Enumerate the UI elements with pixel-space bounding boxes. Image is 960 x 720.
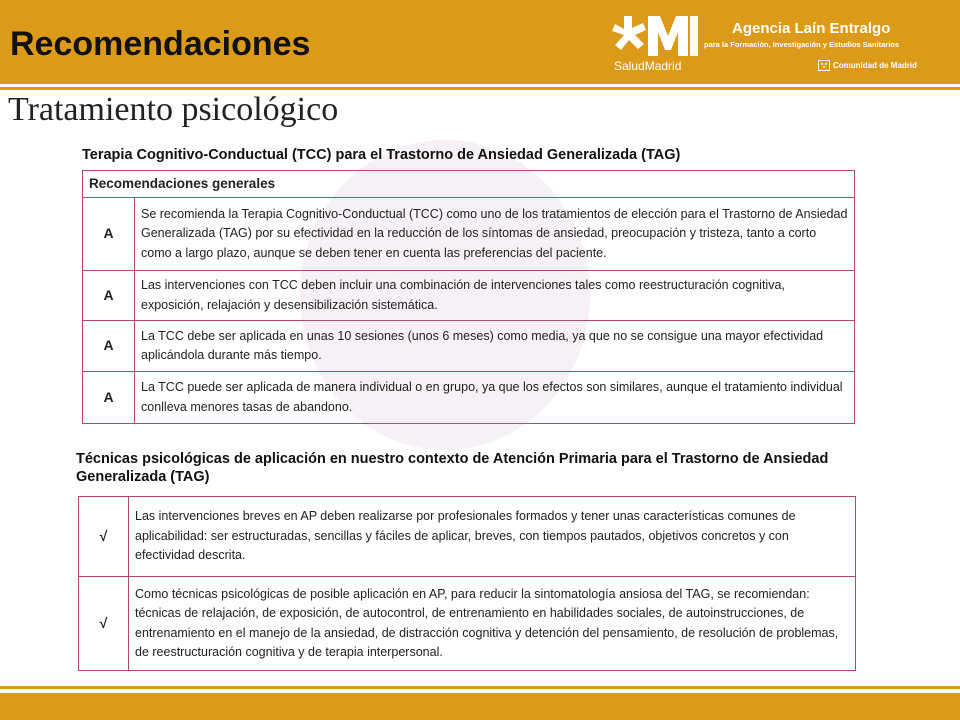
table-row: [83, 321, 855, 372]
table2-title: Técnicas psicológicas de aplicación en nuestro contexto de Atención Primaria para el Trastorno de Ansiedad Generalizada (TAG): [76, 451, 829, 486]
section-title: Tratamiento psicológico: [8, 91, 339, 128]
table1-header: Recomendaciones generales: [83, 171, 855, 198]
recommendation-text: Las intervenciones con TCC deben incluir una combinación de intervenciones tales como reestructuración cognitiva, exposición, relajación y desensibilización sistemática.: [135, 271, 855, 321]
comunidad-madrid-flag-icon: [818, 60, 830, 71]
technique-text: Las intervenciones breves en AP deben realizarse por profesionales formados y tener unas características comunes de aplicabilidad: ser estructuradas, sencillas y fáciles de aplicar, breves, con tiempos pautados, objetivos concretos y con efectividad descrita.: [129, 497, 856, 577]
check-cell: √: [79, 497, 129, 577]
comunidad-madrid-text: Comunidad de Madrid: [833, 61, 917, 70]
table-row: [83, 198, 855, 271]
grade-cell: A: [83, 271, 135, 321]
table-row: [83, 372, 855, 424]
footer-divider: [0, 686, 960, 689]
recommendation-text: Se recomienda la Terapia Cognitivo-Conductual (TCC) como uno de los tratamientos de elección para el Trastorno de Ansiedad Generalizada (TAG) por su efectividad en la reducción de los síntomas de ansiedad, preocupación y tristeza, tanto a corto como a largo plazo, aunque se deben tener en cuenta las preferencias del paciente.: [135, 198, 855, 271]
header-bar: [0, 0, 960, 84]
table1-title: Terapia Cognitivo-Conductual (TCC) para el Trastorno de Ansiedad Generalizada (TAG): [82, 147, 681, 163]
agency-name: Agencia Laín Entralgo: [732, 20, 891, 37]
grade-cell: A: [83, 321, 135, 372]
header-divider: [0, 87, 960, 90]
salud-madrid-logo-icon: [610, 14, 700, 58]
table2: [78, 496, 856, 671]
agency-subtitle: para la Formación, Investigación y Estudios Sanitarios: [704, 40, 900, 49]
grade-cell: A: [83, 198, 135, 271]
table-row: [83, 271, 855, 321]
technique-text: Como técnicas psicológicas de posible aplicación en AP, para reducir la sintomatología ansiosa del TAG, se recomiendan: técnicas de relajación, de exposición, de autocontrol, de entrenamiento en habilidades sociales, de autoinstrucciones, de entrenamiento en el manejo de la ansiedad, de distracción cognitiva y detención del pensamiento, de resolución de problemas, de reestructuración cognitiva y de terapia interpersonal.: [129, 577, 856, 671]
recommendation-text: La TCC puede ser aplicada de manera individual o en grupo, ya que los efectos son similares, aunque el tratamiento individual conlleva menores tasas de abandono.: [135, 372, 855, 424]
salud-madrid-logo: [610, 14, 950, 76]
comunidad-madrid-logo: [818, 60, 917, 71]
footer-bar: [0, 693, 960, 720]
table-row: [79, 497, 856, 577]
salud-madrid-text: SaludMadrid: [614, 59, 682, 73]
recommendation-text: La TCC debe ser aplicada en unas 10 sesiones (unos 6 meses) como media, ya que no se consigue una mayor efectividad aplicándola durante más tiempo.: [135, 321, 855, 372]
slide-title: Recomendaciones: [10, 25, 311, 63]
check-cell: √: [79, 577, 129, 671]
grade-cell: A: [83, 372, 135, 424]
table1-header-row: [83, 171, 855, 198]
table1: [82, 170, 855, 424]
table-row: [79, 577, 856, 671]
